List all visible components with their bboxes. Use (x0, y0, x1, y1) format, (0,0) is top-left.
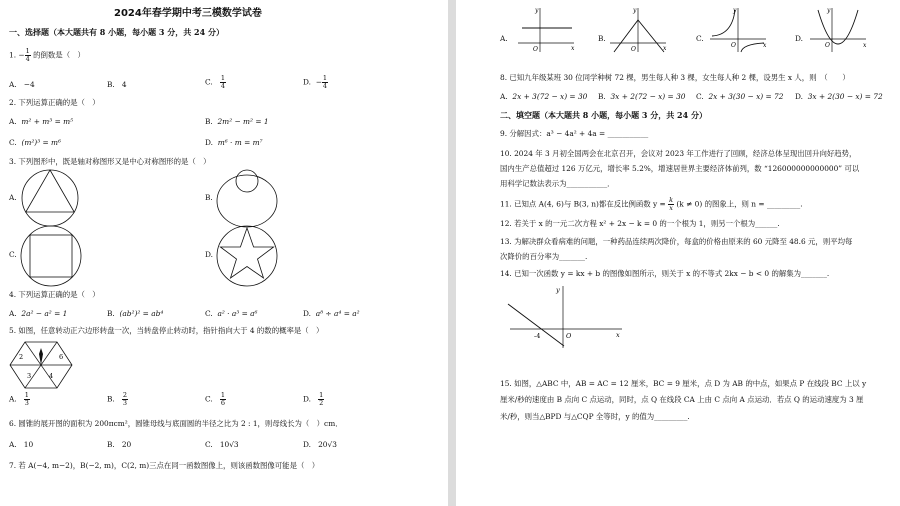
svg-text:y: y (556, 286, 560, 294)
graph-label-c[interactable]: C. (696, 34, 704, 43)
q8-option-c[interactable]: C. 2x + 3(30 − x) = 72 (696, 92, 784, 101)
page-left (0, 0, 448, 506)
q13-line2: 次降价的百分率为_______. (500, 252, 588, 261)
graph-d-parabola (808, 6, 870, 54)
q8-option-a[interactable]: A. 2x + 3(72 − x) = 30 (500, 92, 588, 101)
q1-option-c[interactable]: C. $\frac{1}{4}$ (205, 74, 225, 90)
svg-text:y: y (827, 7, 831, 14)
q3-label-a[interactable]: A. (9, 193, 17, 202)
q1-option-d[interactable]: D. − $\frac{1}{4}$ (303, 74, 328, 90)
q5-hexagon-spinner (9, 340, 73, 390)
graph-a-horizontal-line (516, 6, 578, 54)
hex-num: 4 (49, 372, 54, 380)
q6-option-b[interactable]: B. 20 (107, 440, 132, 449)
hex-num: 2 (19, 353, 24, 361)
graph-label-d[interactable]: D. (795, 34, 804, 43)
svg-text:y: y (633, 7, 637, 14)
q8: 8. 已知九年级某班 30 位同学种树 72 棵，男生每人种 3 棵，女生每人种 2 棵，设男生 x 人，则 （ ） (500, 73, 850, 82)
q3-label-c[interactable]: C. (9, 250, 17, 259)
q13-line1: 13. 为解决群众看病难的问题，一种药品连续两次降价，每盒的价格由原来的 60 元降至 48.6 元，则平均每 (500, 237, 853, 246)
q7: 7. 若 A(−4, m−2)，B(−2, m)，C(2, m)三点在同一函数图像上，则该函数图像可能是（ ） (9, 461, 320, 470)
q10-line1: 10. 2024 年 3 月初全国两会在北京召开，会议对 2023 年工作进行了回顾，经济总体呈现出回升向好趋势， (500, 149, 857, 158)
q14: 14. 已知一次函数 y = kx + b 的图像如图所示，则关于 x 的不等式 2kx − b < 0 的解集为_______. (500, 269, 830, 278)
q3-label-d[interactable]: D. (205, 250, 214, 259)
q15-line3: 米/秒，则当△BPD 与△CQP 全等时，y 的值为_________. (500, 412, 690, 421)
q2: 2. 下列运算正确的是（ ） (9, 98, 100, 107)
section-choice-title: 一、选择题（本大题共有 8 小题，每小题 3 分，共 24 分） (9, 27, 224, 37)
q6: 6. 圆锥的展开图的面积为 200πcm²，圆锥母线与底面圆的半径之比为 2 : 1，则母线长为（ ）cm． (9, 419, 343, 428)
svg-text:x: x (663, 45, 667, 52)
q10-line3: 用科学记数法表示为___________． (500, 179, 615, 188)
graph-label-b[interactable]: B. (598, 34, 606, 43)
q2-option-b[interactable]: B. 2m² − m² = 1 (205, 117, 269, 126)
q4-option-d[interactable]: D. a⁸ ÷ a⁴ = a² (303, 309, 360, 318)
svg-text:x: x (616, 331, 620, 339)
q5-option-c[interactable]: C. $\frac{1}{6}$ (205, 391, 225, 407)
q2-option-c[interactable]: C. (m²)³ = m⁶ (9, 138, 62, 147)
q9: 9. 分解因式：a³ − 4a² + 4a = ___________ (500, 129, 649, 138)
q12: 12. 若关于 x 的一元二次方程 x² + 2x − k = 0 的一个根为 1，则另一个根为______. (500, 219, 780, 228)
page-right (456, 0, 900, 506)
q6-option-d[interactable]: D. 20√3 (303, 440, 337, 449)
q3-figure-two-circles (216, 166, 278, 228)
q6-option-c[interactable]: C. 10√3 (205, 440, 239, 449)
svg-text:O: O (566, 332, 572, 340)
q6-option-a[interactable]: A. 10 (9, 440, 34, 449)
q3-figure-circle-square (20, 225, 82, 287)
q11: 11. 已知点 A(4, 6)与 B(3, n)都在反比例函数 y = $\frac{k}{x}$ (k ≠ 0) 的图象上，则 n = _________. (500, 196, 803, 212)
q3-label-b[interactable]: B. (205, 193, 213, 202)
q1: 1. − $\frac{1}{4}$ 的倒数是（ ） (9, 47, 85, 63)
q4: 4. 下列运算正确的是（ ） (9, 290, 100, 299)
q14-linear-graph (506, 284, 626, 350)
q10-line2: 国内生产总值超过 126 万亿元，增长率 5.2%，增速居世界主要经济体前列，数 “126000000000000” 可以 (500, 164, 860, 173)
svg-text:y: y (733, 7, 737, 14)
q4-option-a[interactable]: A. 2a² − a² = 1 (9, 309, 68, 318)
svg-text:O: O (731, 42, 736, 49)
svg-text:O: O (631, 46, 636, 53)
graph-c-hyperbola (708, 6, 770, 54)
q5-option-a[interactable]: A. $\frac{1}{3}$ (9, 391, 29, 407)
q5: 5. 如图，任意转动正六边形转盘一次，当转盘停止转动时，指针指向大于 4 的数的概率是（ ） (9, 326, 324, 335)
q8-option-b[interactable]: B. 3x + 2(72 − x) = 30 (598, 92, 686, 101)
hex-num: 3 (27, 372, 32, 380)
svg-text:O: O (825, 42, 830, 49)
svg-text:O: O (533, 46, 538, 53)
q4-option-b[interactable]: B. (ab²)² = ab⁴ (107, 309, 164, 318)
graph-b-v-shape (608, 6, 670, 54)
svg-text:y: y (535, 7, 539, 14)
page-gap (448, 0, 456, 506)
q2-option-a[interactable]: A. m² + m³ = m⁵ (9, 117, 74, 126)
q3: 3. 下列图形中，既是轴对称图形又是中心对称图形的是（ ） (9, 157, 211, 166)
hex-num: 6 (59, 353, 64, 361)
q3-figure-circle-star (216, 225, 278, 287)
q4-option-c[interactable]: C. a² · a³ = a⁶ (205, 309, 258, 318)
svg-text:-4: -4 (534, 332, 541, 340)
graph-label-a[interactable]: A. (500, 34, 508, 43)
q2-option-d[interactable]: D. m⁶ · m = m⁷ (205, 138, 263, 147)
q1-option-b[interactable]: B. 4 (107, 80, 127, 89)
svg-text:x: x (571, 45, 575, 52)
q15-line1: 15. 如图，△ABC 中，AB = AC = 12 厘米，BC = 9 厘米，点 D 为 AB 的中点，如果点 P 在线段 BC 上以 y (500, 379, 867, 388)
q3-figure-circle-triangle (20, 168, 80, 228)
doc-title: 2024年春学期中考三模数学试卷 (114, 8, 262, 19)
svg-text:x: x (863, 42, 867, 49)
q1-option-a[interactable]: A. −4 (9, 80, 35, 89)
q5-option-d[interactable]: D. $\frac{1}{2}$ (303, 391, 324, 407)
section-fill-title: 二、填空题（本大题共 8 小题，每小题 3 分，共 24 分） (500, 110, 707, 120)
q15-line2: 厘米/秒的速度由 B 点向 C 点运动，同时，点 Q 在线段 CA 上由 C 点向 A 点运动．若点 Q 的运动速度为 3 厘 (500, 395, 864, 404)
q5-option-b[interactable]: B. $\frac{2}{3}$ (107, 391, 127, 407)
q8-option-d[interactable]: D. 3x + 2(30 − x) = 72 (795, 92, 883, 101)
svg-text:x: x (763, 42, 767, 49)
